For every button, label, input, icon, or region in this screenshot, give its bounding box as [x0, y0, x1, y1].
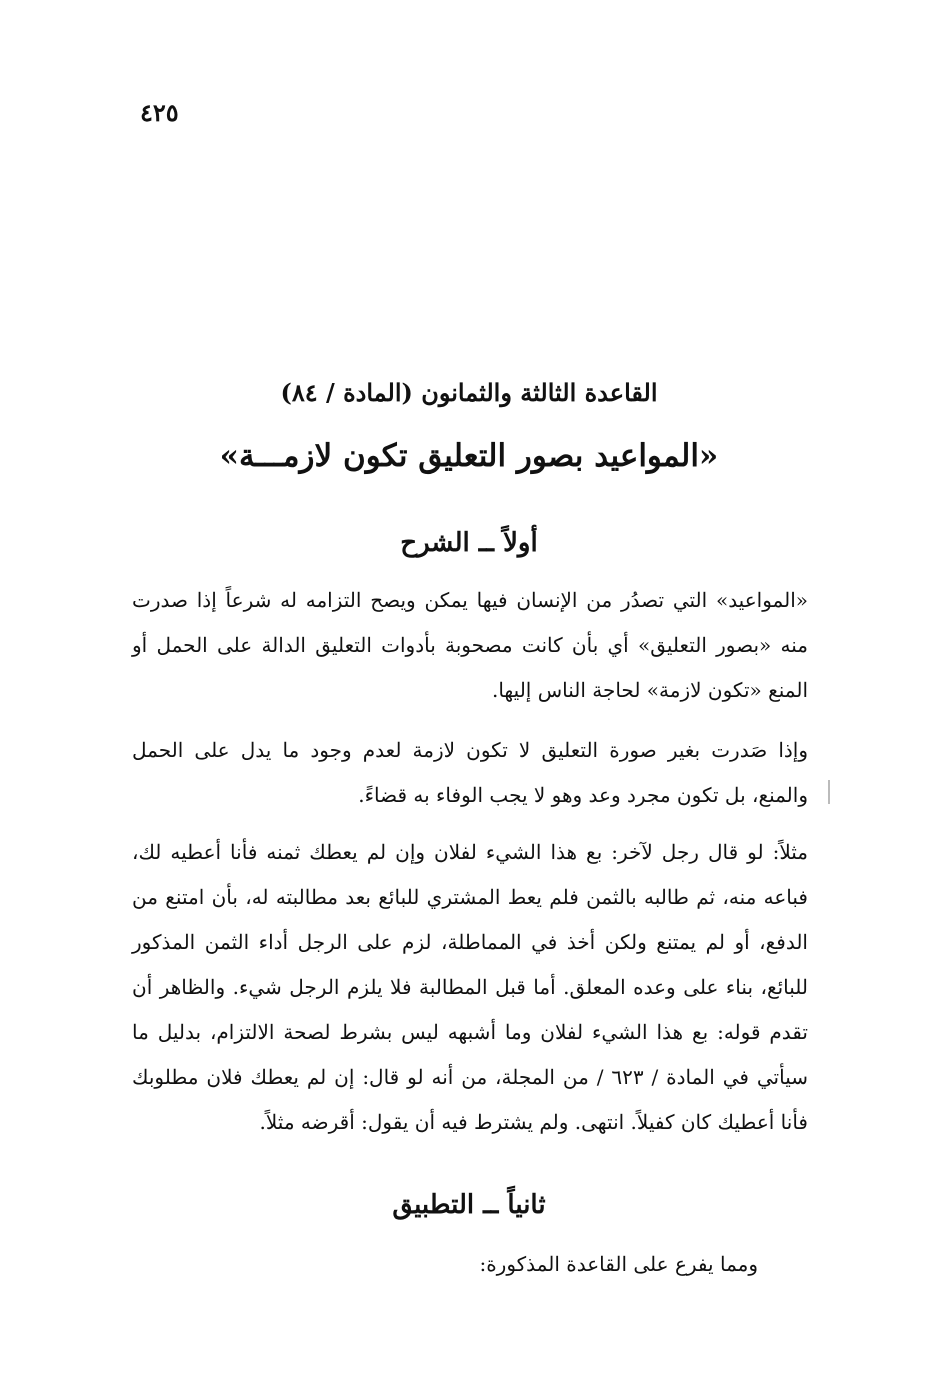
- paragraph-definition: «المواعيد» التي تصدُر من الإنسان فيها يمكن ويصح التزامه له شرعاً إذا صدرت منه «بصور التعليق» أي بأن كانت مصحوبة بأدوات التعليق الدالة على الحمل أو المنع «تكون لازمة» لحاجة الناس إليها.: [132, 588, 808, 702]
- paragraph-example: مثلاً: لو قال رجل لآخر: بع هذا الشيء لفلان وإن لم يعطك ثمنه فأنا أعطيه لك، فباعه منه، ثم طالبه بالثمن فلم يعط المشتري للبائع بعد مطالبته له، بأن امتنع من الدفع، أو لم يمتنع ولكن أخذ في المماطلة، لزم على الرجل أداء الثمن المذكور للبائع، بناء على وعده المعلق. أما قبل المطالبة فلا يلزم الرجل شيء. والظاهر أن تقدم قوله: بع هذا الشيء لفلان وما أشبهه ليس بشرط لصحة الالتزام، بدليل ما سيأتي في المادة / ٦٢٣ / من المجلة، من أنه لو قال: إن لم يعطك فلان مطلوبك فأنا أعطيك كان كفيلاً. انتهى. ولم يشترط فيه أن يقول: أقرضه مثلاً.: [132, 840, 808, 1134]
- rule-text: «المواعيد بصور التعليق تكون لازمـــة»: [219, 438, 719, 474]
- paragraph-non-conditional: وإذا صَدرت بغير صورة التعليق لا تكون لازمة لعدم وجود ما يدل على الحمل والمنع، بل تكون مجرد وعد وهو لا يجب الوفاء به قضاءً.: [132, 738, 808, 807]
- rule-title: القاعدة الثالثة والثمانون (المادة / ٨٤): [280, 378, 658, 407]
- paragraph-application-intro: ومما يفرع على القاعدة المذكورة:: [479, 1252, 758, 1276]
- margin-mark: [828, 780, 830, 804]
- section-heading-explanation: أولاً ــ الشرح: [400, 528, 538, 558]
- page-number: ٤٢٥: [140, 98, 179, 127]
- section-heading-application: ثانياً ــ التطبيق: [392, 1190, 546, 1220]
